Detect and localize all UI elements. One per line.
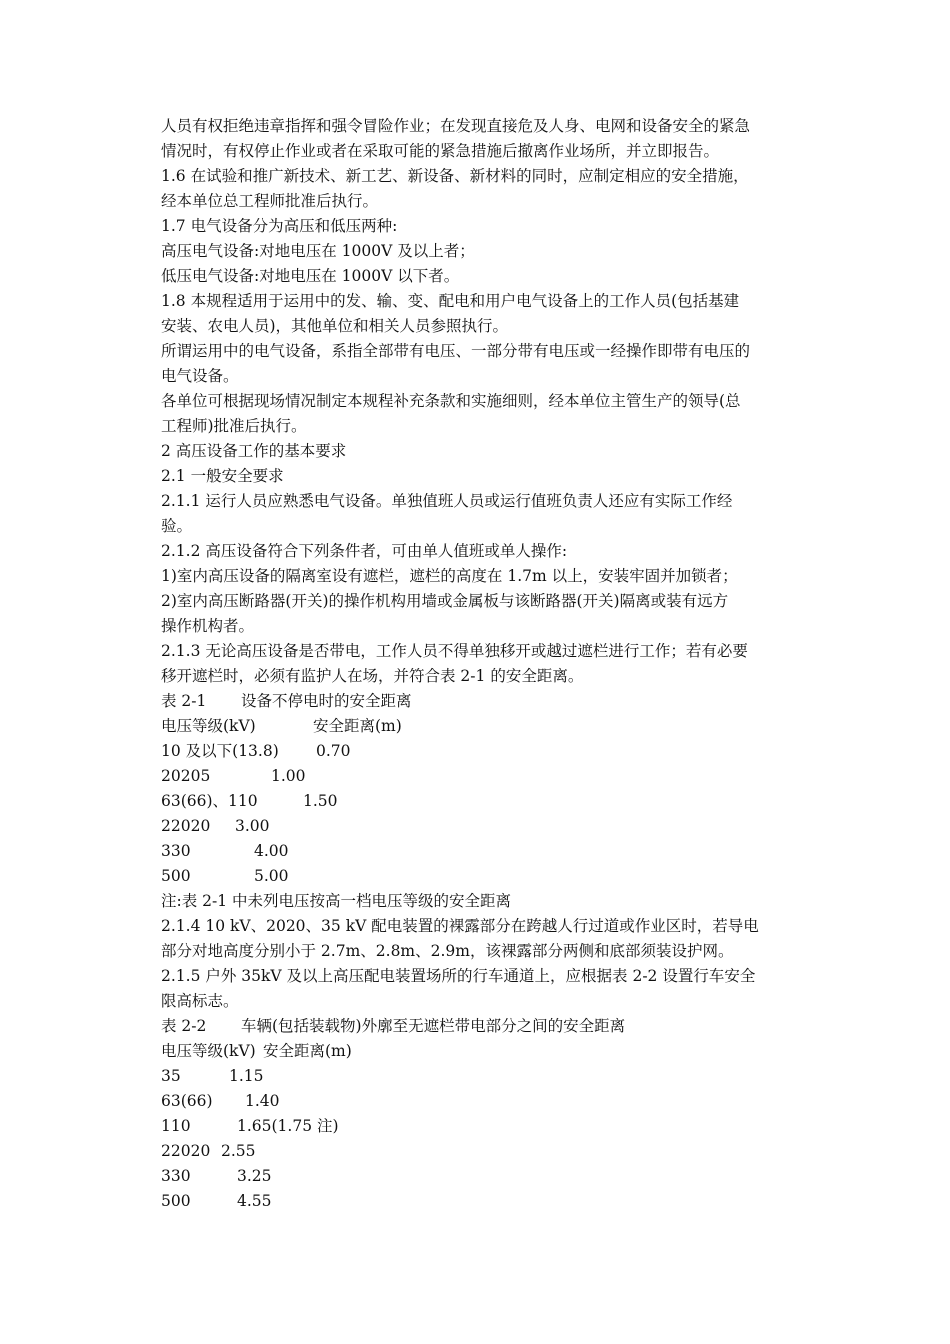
text-line: 部分对地高度分别小于 2.7m、2.8m、2.9m，该裸露部分两侧和底部须装设护网。 [161,942,734,960]
table-cell: 2.55 [221,1142,256,1160]
table-cell: 4.55 [237,1192,272,1210]
table-cell: 3.25 [237,1167,272,1185]
text-line: 所谓运用中的电气设备，系指全部带有电压、一部分带有电压或一经操作即带有电压的 [161,342,751,360]
table-row [161,1189,801,1214]
table-cell: 63(66) [161,1092,213,1110]
text-line: 2.1.1 运行人员应熟悉电气设备。单独值班人员或运行值班负责人还应有实际工作经 [161,492,733,510]
text-line: 1.7 电气设备分为高压和低压两种: [161,217,398,235]
text-line: 情况时，有权停止作业或者在采取可能的紧急措施后撤离作业场所，并立即报告。 [161,142,720,160]
text-line: 人员有权拒绝违章指挥和强令冒险作业；在发现直接危及人身、电网和设备安全的紧急 [161,117,751,135]
table-row [161,1139,801,1164]
table-caption-number: 表 2-2 [161,1017,207,1035]
text-line: 低压电气设备:对地电压在 1000V 以下者。 [161,267,460,285]
table-note: 注:表 2-1 中未列电压按高一档电压等级的安全距离 [161,892,512,910]
table-cell: 330 [161,1167,191,1185]
text-line: 安装、农电人员)，其他单位和相关人员参照执行。 [161,317,509,335]
table-cell: 1.50 [303,792,338,810]
table-cell: 500 [161,867,191,885]
table-caption-title: 设备不停电时的安全距离 [241,692,412,710]
text-line: 2.1.4 10 kV、2020、35 kV 配电装置的裸露部分在跨越人行过道或作业区时，若导电 [161,917,759,935]
table-header-row [161,714,801,739]
text-line: 高压电气设备:对地电压在 1000V 及以上者； [161,242,475,260]
text-line: 1)室内高压设备的隔离室设有遮栏，遮栏的高度在 1.7m 以上，安装牢固并加锁者； [161,567,738,585]
table-row [161,864,801,889]
table-row [161,739,801,764]
text-line: 1.8 本规程适用于运用中的发、输、变、配电和用户电气设备上的工作人员(包括基建 [161,292,740,310]
text-line: 1.6 在试验和推广新技术、新工艺、新设备、新材料的同时，应制定相应的安全措施， [161,167,749,185]
table-row [161,839,801,864]
text-line: 限高标志。 [161,992,239,1010]
text-line: 移开遮栏时，必须有监护人在场，并符合表 2-1 的安全距离。 [161,667,584,685]
table-cell: 35 [161,1067,181,1085]
text-line: 经本单位总工程师批准后执行。 [161,192,379,210]
table-row [161,1089,801,1114]
text-line: 电气设备。 [161,367,239,385]
table-header-cell: 安全距离(m) [313,717,402,735]
table-row [161,1064,801,1089]
text-line: 2.1.5 户外 35kV 及以上高压配电装置场所的行车通道上，应根据表 2-2 设置行车安全 [161,967,756,985]
table-header-cell: 安全距离(m) [263,1042,352,1060]
table-cell: 5.00 [254,867,289,885]
table-header-cell: 电压等级(kV) [161,717,256,735]
table-cell: 4.00 [254,842,289,860]
text-line: 工程师)批准后执行。 [161,417,307,435]
table-cell: 330 [161,842,191,860]
table-cell: 1.15 [229,1067,264,1085]
table-cell: 22020 [161,817,211,835]
table-cell: 20205 [161,767,211,785]
table-caption [161,689,801,714]
table-cell: 110 [161,1117,191,1135]
table-row [161,764,801,789]
table-caption [161,1014,801,1039]
table-cell: 10 及以下(13.8) [161,742,279,760]
text-line: 验。 [161,517,193,535]
table-row [161,814,801,839]
table-cell: 1.40 [245,1092,280,1110]
text-line: 2)室内高压断路器(开关)的操作机构用墙或金属板与该断路器(开关)隔离或装有远方 [161,592,729,610]
table-row [161,789,801,814]
table-cell: 22020 [161,1142,211,1160]
text-line: 2.1.2 高压设备符合下列条件者，可由单人值班或单人操作: [161,542,568,560]
table-header-cell: 电压等级(kV) [161,1042,256,1060]
subsection-heading: 2.1 一般安全要求 [161,467,284,485]
table-row [161,1164,801,1189]
table-caption-number: 表 2-1 [161,692,207,710]
table-cell: 63(66)、110 [161,792,258,810]
table-caption-title: 车辆(包括装载物)外廓至无遮栏带电部分之间的安全距离 [241,1017,626,1035]
table-cell: 500 [161,1192,191,1210]
table-header-row [161,1039,801,1064]
table-cell: 3.00 [235,817,270,835]
text-line: 各单位可根据现场情况制定本规程补充条款和实施细则，经本单位主管生产的领导(总 [161,392,741,410]
table-row [161,1114,801,1139]
table-cell: 0.70 [316,742,351,760]
document-page [161,114,801,1214]
table-cell: 1.00 [271,767,306,785]
section-heading: 2 高压设备工作的基本要求 [161,442,347,460]
text-line: 2.1.3 无论高压设备是否带电，工作人员不得单独移开或越过遮栏进行工作；若有必要 [161,642,748,660]
table-cell: 1.65(1.75 注) [237,1117,339,1135]
text-line: 操作机构者。 [161,617,255,635]
